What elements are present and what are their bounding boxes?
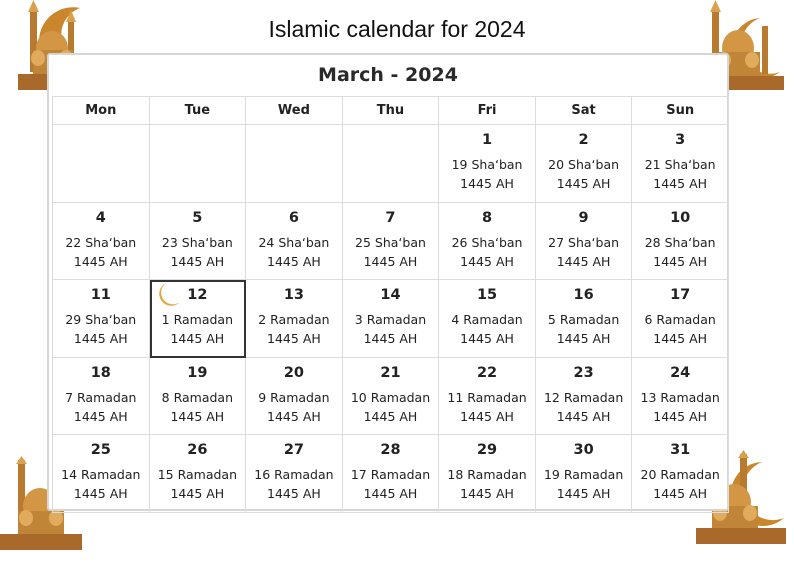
day-cell[interactable] [536,358,633,436]
day-number: 17 [670,287,691,303]
empty-day-cell [246,125,343,203]
hijri-year: 1445 AH [653,331,708,346]
hijri-year: 1445 AH [73,253,128,269]
day-cell[interactable] [53,203,150,281]
day-number: 4 [95,209,106,226]
weekday-header: Thu [343,97,440,125]
hijri-year: 1445 AH [363,331,418,346]
day-cell[interactable] [536,435,633,513]
hijri-year: 1445 AH [170,253,225,269]
page-title: Islamic calendar for 2024 [268,16,526,42]
day-number: 25 [90,442,111,458]
hijri-year: 1445 AH [170,331,225,346]
hijri-date: 16 Ramadan [254,467,334,482]
hijri-year: 1445 AH [460,331,514,346]
hijri-date: 29 Shaʻban [65,312,137,327]
hijri-date: 4 Ramadan [451,312,523,327]
hijri-year: 1445 AH [556,331,611,346]
day-cell[interactable] [632,358,729,436]
day-cell[interactable] [536,125,633,203]
month-title: March - 2024 [318,64,458,86]
day-cell[interactable] [439,280,536,358]
day-cell-highlighted[interactable] [150,280,247,358]
empty-day-cell [53,125,150,203]
day-number: 22 [476,364,498,381]
hijri-year: 1445 AH [73,331,128,346]
day-cell[interactable] [536,280,633,358]
hijri-date: 20 Shaʻban [548,157,620,172]
day-number: 2 [578,132,589,148]
day-cell[interactable] [246,203,343,281]
hijri-date: 10 Ramadan [350,389,431,405]
hijri-date: 7 Ramadan [65,389,137,405]
day-cell[interactable] [53,358,150,436]
hijri-year: 1445 AH [363,253,418,269]
hijri-date: 5 Ramadan [547,312,620,327]
hijri-date: 28 Shaʻban [644,234,716,250]
day-number: 7 [385,209,396,226]
day-cell[interactable] [632,435,729,513]
hijri-year: 1445 AH [363,486,418,501]
hijri-year: 1445 AH [73,486,128,501]
day-number: 5 [192,209,203,226]
weekday-header: Mon [53,97,150,125]
day-number: 29 [476,442,498,458]
hijri-date: 27 Shaʻban [548,234,620,250]
day-cell[interactable] [53,280,150,358]
day-cell[interactable] [150,358,247,436]
day-cell[interactable] [536,203,633,281]
day-number: 24 [670,364,691,381]
hijri-date: 19 Shaʻban [451,157,523,172]
day-number: 14 [380,287,401,303]
day-number: 8 [481,209,493,226]
hijri-date: 9 Ramadan [258,389,330,405]
hijri-year: 1445 AH [363,408,418,424]
day-cell[interactable] [439,435,536,513]
hijri-date: 6 Ramadan [644,312,716,327]
hijri-date: 18 Ramadan [447,467,527,482]
hijri-date: 21 Shaʻban [644,157,716,172]
hijri-date: 14 Ramadan [61,467,141,482]
hijri-date: 12 Ramadan [543,389,624,405]
day-number: 16 [573,287,594,303]
hijri-date: 3 Ramadan [354,312,427,327]
day-number: 3 [675,132,686,148]
day-cell[interactable] [343,203,440,281]
hijri-date: 13 Ramadan [640,389,720,405]
day-cell[interactable] [439,125,536,203]
day-number: 31 [670,442,691,458]
hijri-date: 20 Ramadan [640,467,720,482]
hijri-year: 1445 AH [460,253,514,269]
hijri-year: 1445 AH [556,253,611,269]
day-cell[interactable] [150,435,247,513]
hijri-date: 2 Ramadan [258,312,330,327]
calendar-card [47,53,729,511]
weekday-header: Fri [439,97,536,125]
day-cell[interactable] [632,280,729,358]
day-number: 13 [283,287,304,303]
weekday-header: Sun [632,97,729,125]
hijri-year: 1445 AH [460,176,514,191]
empty-day-cell [343,125,440,203]
hijri-year: 1445 AH [556,176,611,191]
day-number: 26 [187,442,208,458]
day-cell[interactable] [246,435,343,513]
day-cell[interactable] [343,280,440,358]
hijri-year: 1445 AH [556,486,611,501]
weekday-header: Wed [246,97,343,125]
day-cell[interactable] [632,203,729,281]
hijri-year: 1445 AH [267,486,321,501]
day-number: 11 [90,287,111,303]
day-cell[interactable] [150,203,247,281]
hijri-date: 11 Ramadan [447,389,527,405]
day-cell[interactable] [343,358,440,436]
hijri-year: 1445 AH [170,408,225,424]
hijri-date: 1 Ramadan [161,312,234,327]
hijri-date: 19 Ramadan [543,467,624,482]
day-number: 12 [187,287,208,303]
hijri-date: 26 Shaʻban [451,234,523,250]
weekday-header: Sat [536,97,633,125]
day-cell[interactable] [246,280,343,358]
day-number: 20 [283,364,304,381]
day-cell[interactable] [246,358,343,436]
hijri-date: 23 Shaʻban [161,234,233,250]
crescent-moon-icon [154,280,182,308]
day-number: 18 [90,364,111,381]
day-number: 28 [380,442,401,458]
hijri-year: 1445 AH [460,408,514,424]
empty-day-cell [150,125,247,203]
day-number: 1 [481,132,493,148]
hijri-year: 1445 AH [653,486,708,501]
day-cell[interactable] [53,435,150,513]
hijri-year: 1445 AH [267,408,321,424]
day-number: 10 [670,209,691,226]
day-number: 19 [187,364,208,381]
hijri-year: 1445 AH [267,253,321,269]
calendar-grid [52,96,729,513]
hijri-date: 8 Ramadan [161,389,234,405]
hijri-date: 25 Shaʻban [355,234,426,250]
hijri-year: 1445 AH [556,408,611,424]
day-cell[interactable] [439,358,536,436]
hijri-year: 1445 AH [653,176,708,191]
hijri-year: 1445 AH [653,408,708,424]
day-number: 30 [573,442,594,458]
day-number: 9 [578,209,589,226]
hijri-year: 1445 AH [653,253,708,269]
day-number: 6 [288,209,299,226]
hijri-year: 1445 AH [73,408,128,424]
hijri-year: 1445 AH [267,331,321,346]
day-number: 21 [380,364,401,381]
weekday-header: Tue [150,97,247,125]
day-cell[interactable] [439,203,536,281]
hijri-date: 17 Ramadan [350,467,431,482]
hijri-year: 1445 AH [170,486,225,501]
day-number: 23 [573,364,594,381]
hijri-date: 22 Shaʻban [65,234,137,250]
hijri-year: 1445 AH [460,486,514,501]
day-number: 27 [283,442,304,458]
day-number: 15 [476,287,498,303]
day-cell[interactable] [343,435,440,513]
hijri-date: 24 Shaʻban [258,234,330,250]
day-cell[interactable] [632,125,729,203]
hijri-date: 15 Ramadan [157,467,237,482]
